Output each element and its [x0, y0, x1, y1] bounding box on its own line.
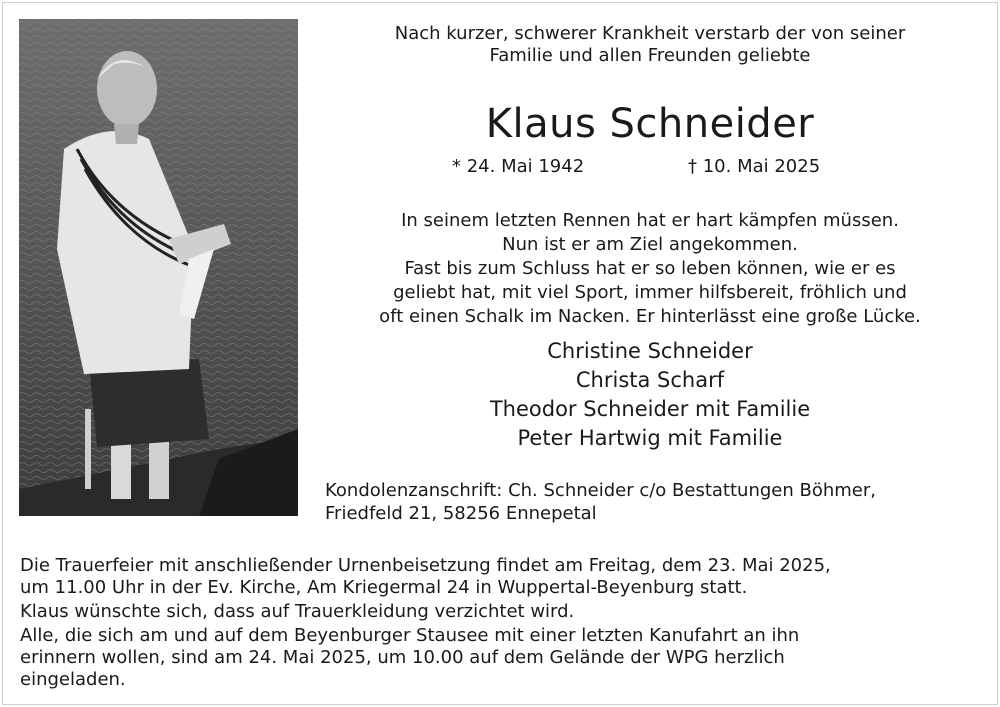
poem-line: oft einen Schalk im Nacken. Er hinterlässt eine große Lücke.	[379, 306, 921, 327]
poem-line: In seinem letzten Rennen hat er hart kämpfen müssen.	[401, 210, 899, 231]
poem-line: geliebt hat, mit viel Sport, immer hilfsbereit, fröhlich und	[393, 282, 907, 303]
notice-line: erinnern wollen, sind am 24. Mai 2025, um 10.00 auf dem Gelände der WPG herzlich	[20, 647, 785, 668]
notice-line: um 11.00 Uhr in der Ev. Kirche, Am Kriegermal 24 in Wuppertal-Beyenburg statt.	[20, 577, 748, 598]
intro-line: Familie und allen Freunden geliebte	[489, 45, 811, 66]
notice-line: eingeladen.	[20, 669, 126, 690]
mourner-name: Christa Scharf	[575, 368, 725, 392]
notice-line: Die Trauerfeier mit anschließender Urnenbeisetzung findet am Freitag, dem 23. Mai 2025,	[20, 555, 831, 576]
funeral-notices	[20, 555, 980, 691]
poem	[330, 209, 970, 329]
mourner-name: Peter Hartwig mit Familie	[517, 426, 783, 450]
portrait-photo	[19, 19, 298, 516]
death-date: † 10. Mai 2025	[688, 156, 821, 177]
notice-line: Alle, die sich am und auf dem Beyenburger Stausee mit einer letzten Kanufahrt an ihn	[20, 625, 800, 646]
mourner-name: Christine Schneider	[547, 339, 753, 363]
condolence-address	[325, 479, 876, 525]
mourners-list	[330, 337, 970, 453]
intro-text	[330, 23, 970, 67]
poem-line: Nun ist er am Ziel angekommen.	[502, 234, 798, 255]
birth-date: * 24. Mai 1942	[452, 156, 585, 177]
deceased-name: Klaus Schneider	[485, 101, 815, 147]
condolence-line: Friedfeld 21, 58256 Ennepetal	[325, 503, 597, 524]
poem-line: Fast bis zum Schluss hat er so leben können, wie er es	[404, 258, 896, 279]
notice-line: Klaus wünschte sich, dass auf Trauerkleidung verzichtet wird.	[20, 601, 575, 622]
notice-ceremony	[20, 555, 980, 599]
mourner-name: Theodor Schneider mit Familie	[489, 397, 811, 421]
notice-canoe	[20, 625, 980, 691]
intro-line: Nach kurzer, schwerer Krankheit verstarb der von seiner	[394, 23, 906, 44]
notice-clothing	[20, 601, 980, 623]
condolence-line: Kondolenzanschrift: Ch. Schneider c/o Bestattungen Böhmer,	[325, 480, 876, 501]
